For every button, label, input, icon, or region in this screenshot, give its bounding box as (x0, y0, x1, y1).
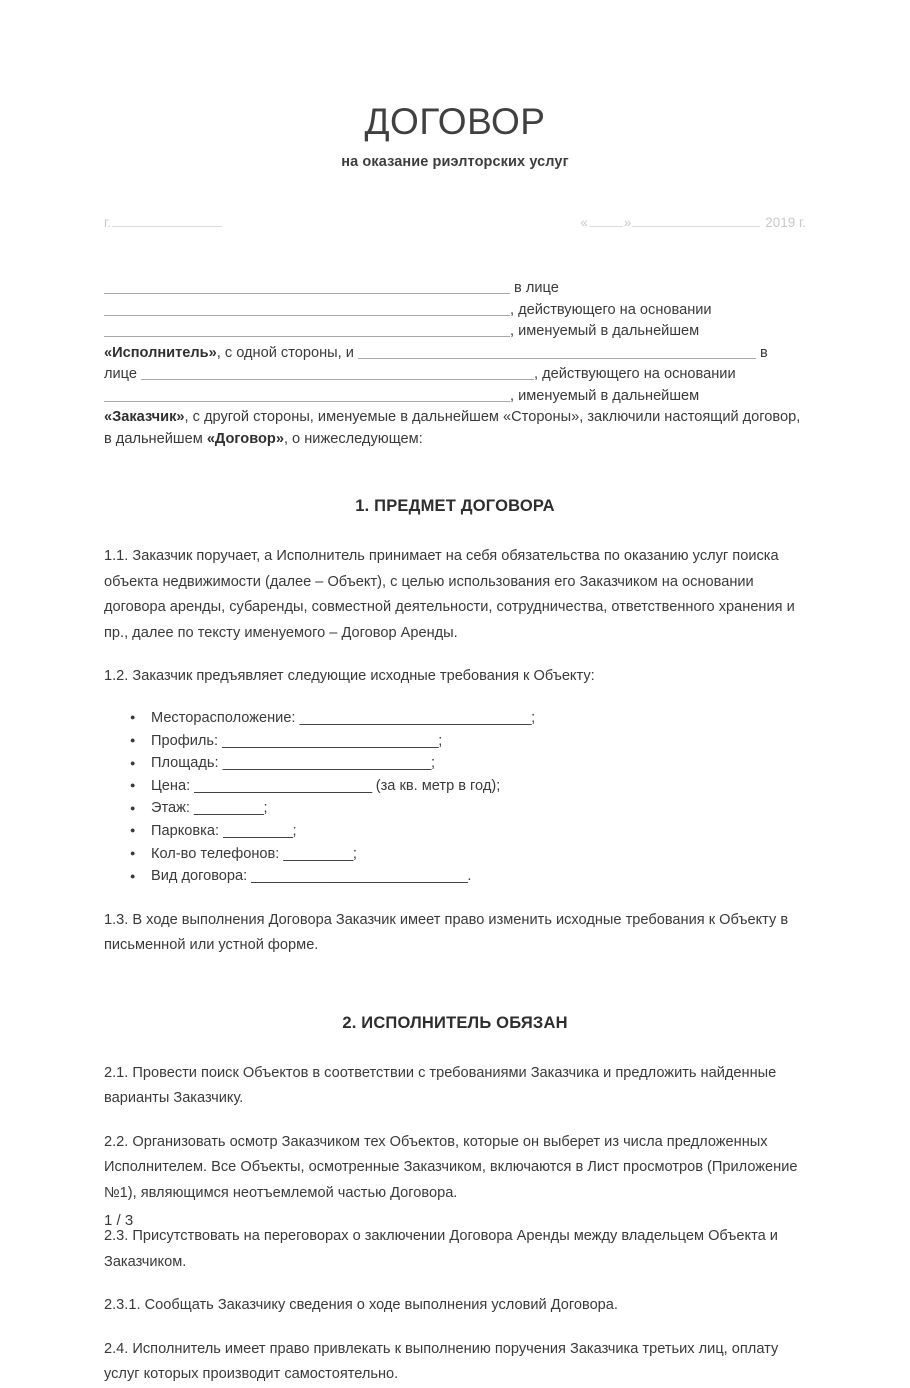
preamble-seg6: лице (104, 366, 142, 383)
preamble-seg9: , с другой стороны, именуемые в дальнейшем «Стороны», заключили настоящий договор, в дальнейшем (104, 409, 801, 447)
requirement-label: Парковка: (151, 822, 220, 839)
customer-name-blank (358, 344, 756, 359)
section-heading-1: 1. ПРЕДМЕТ ДОГОВОРА (355, 497, 555, 516)
customer-representative-blank (141, 365, 534, 380)
clause-2-1: 2.1. Провести поиск Объектов в соответствии с требованиями Заказчика и предложить найденные варианты Заказчику. (104, 1064, 777, 1107)
requirement-suffix: ; (292, 822, 297, 839)
day-open-quote: « (580, 215, 588, 231)
list-item (130, 775, 806, 798)
section-heading-2: 2. ИСПОЛНИТЕЛЬ ОБЯЗАН (342, 1013, 568, 1032)
clause-1-3: 1.3. В ходе выполнения Договора Заказчик имеет право изменить исходные требования к Объекту в письменной или устной форме. (104, 911, 789, 954)
city-prefix-label: г. (104, 215, 112, 231)
requirement-suffix: (за кв. метр в год); (371, 777, 501, 794)
preamble-seg8: , именуемый в дальнейшем (510, 387, 700, 404)
requirement-label: Вид договора: (151, 868, 248, 885)
requirement-blank: _________ (194, 800, 264, 817)
preamble-seg2: , действующего на основании (510, 301, 712, 318)
page-subtitle: на оказание риэлторских услуг (341, 154, 569, 171)
preamble-paragraph (104, 278, 806, 450)
clause-1-2: 1.2. Заказчик предъявляет следующие исходные требования к Объекту: (104, 668, 595, 685)
preamble-seg3: , именуемый в дальнейшем (510, 323, 700, 340)
preamble-seg10: , о нижеследующем: (283, 430, 423, 447)
requirement-suffix: ; (263, 800, 268, 817)
clause-2-3-1: 2.3.1. Сообщать Заказчику сведения о ходе выполнения условий Договора. (104, 1297, 618, 1314)
city-blank-rule (112, 226, 222, 227)
clause-1-1: 1.1. Заказчик поручает, а Исполнитель принимает на себя обязательства по оказанию услуг поиска объекта недвижимости (далее – Объект), с целью использования его Заказчиком на основании договора аренды, субаренды, совместной деятельности, сотрудничества, ответственного хранения и пр., далее по тексту именуемого – Договор Аренды. (104, 548, 795, 641)
city-field (104, 215, 223, 230)
preamble-seg1: в лице (510, 280, 559, 297)
list-item (130, 730, 806, 753)
page-title: ДОГОВОР (364, 101, 546, 142)
day-blank-rule (589, 226, 623, 227)
requirement-blank: ______________________________ (299, 709, 532, 726)
date-field (580, 215, 806, 230)
list-item (130, 752, 806, 775)
party-contract-label: «Договор» (206, 430, 284, 447)
requirement-suffix: ; (531, 709, 536, 726)
requirement-label: Кол-во телефонов: (151, 845, 280, 862)
requirement-label: Профиль: (151, 732, 219, 749)
requirement-label: Цена: (151, 777, 191, 794)
requirement-suffix: ; (438, 732, 443, 749)
list-item (130, 865, 806, 888)
preamble-seg4: , с одной стороны, и (216, 344, 358, 361)
requirement-label: Этаж: (151, 800, 190, 817)
requirement-suffix: . (467, 868, 472, 885)
requirement-suffix: ; (352, 845, 357, 862)
party-customer-label: «Заказчик» (104, 409, 185, 426)
day-close-quote: » (623, 215, 632, 231)
executor-basis-blank (104, 322, 510, 337)
requirement-blank: _______________________ (194, 777, 372, 794)
preamble-seg7: , действующего на основании (534, 366, 736, 383)
page-number-indicator: 1 / 3 (104, 1212, 134, 1229)
month-blank-rule (632, 226, 760, 227)
title-block (104, 0, 806, 170)
preamble-seg5: в (755, 344, 768, 361)
requirements-list (104, 707, 806, 888)
list-item (130, 820, 806, 843)
requirement-label: Площадь: (151, 755, 219, 772)
list-item (130, 707, 806, 730)
clause-2-2: 2.2. Организовать осмотр Заказчиком тех Объектов, которые он выберет из числа предложенных Исполнителем. Все Объекты, осмотренные Заказчиком, включаются в Лист просмотров (Приложение №1), являющимся неотъемлемой частью Договора. (104, 1133, 798, 1201)
requirement-suffix: ; (431, 755, 436, 772)
list-item (130, 797, 806, 820)
requirement-label: Месторасположение: (151, 709, 296, 726)
list-item (130, 843, 806, 866)
requirement-blank: ____________________________ (251, 868, 468, 885)
requirement-blank: _________ (223, 822, 293, 839)
requirement-blank: ___________________________ (222, 755, 431, 772)
date-row (104, 215, 806, 230)
customer-basis-blank (104, 387, 510, 402)
year-label: 2019 г. (765, 215, 806, 231)
requirement-blank: _________ (283, 845, 353, 862)
clause-2-4: 2.4. Исполнитель имеет право привлекать к выполнению поручения Заказчика третьих лиц, оплату услуг которых производит самостоятельно. (104, 1340, 779, 1383)
clause-2-3: 2.3. Присутствовать на переговорах о заключении Договора Аренды между владельцем Объекта и Заказчиком. (104, 1228, 778, 1270)
executor-representative-blank (104, 301, 510, 316)
executor-name-blank (104, 279, 510, 294)
requirement-blank: ____________________________ (222, 732, 439, 749)
party-executor-label: «Исполнитель» (104, 344, 217, 361)
